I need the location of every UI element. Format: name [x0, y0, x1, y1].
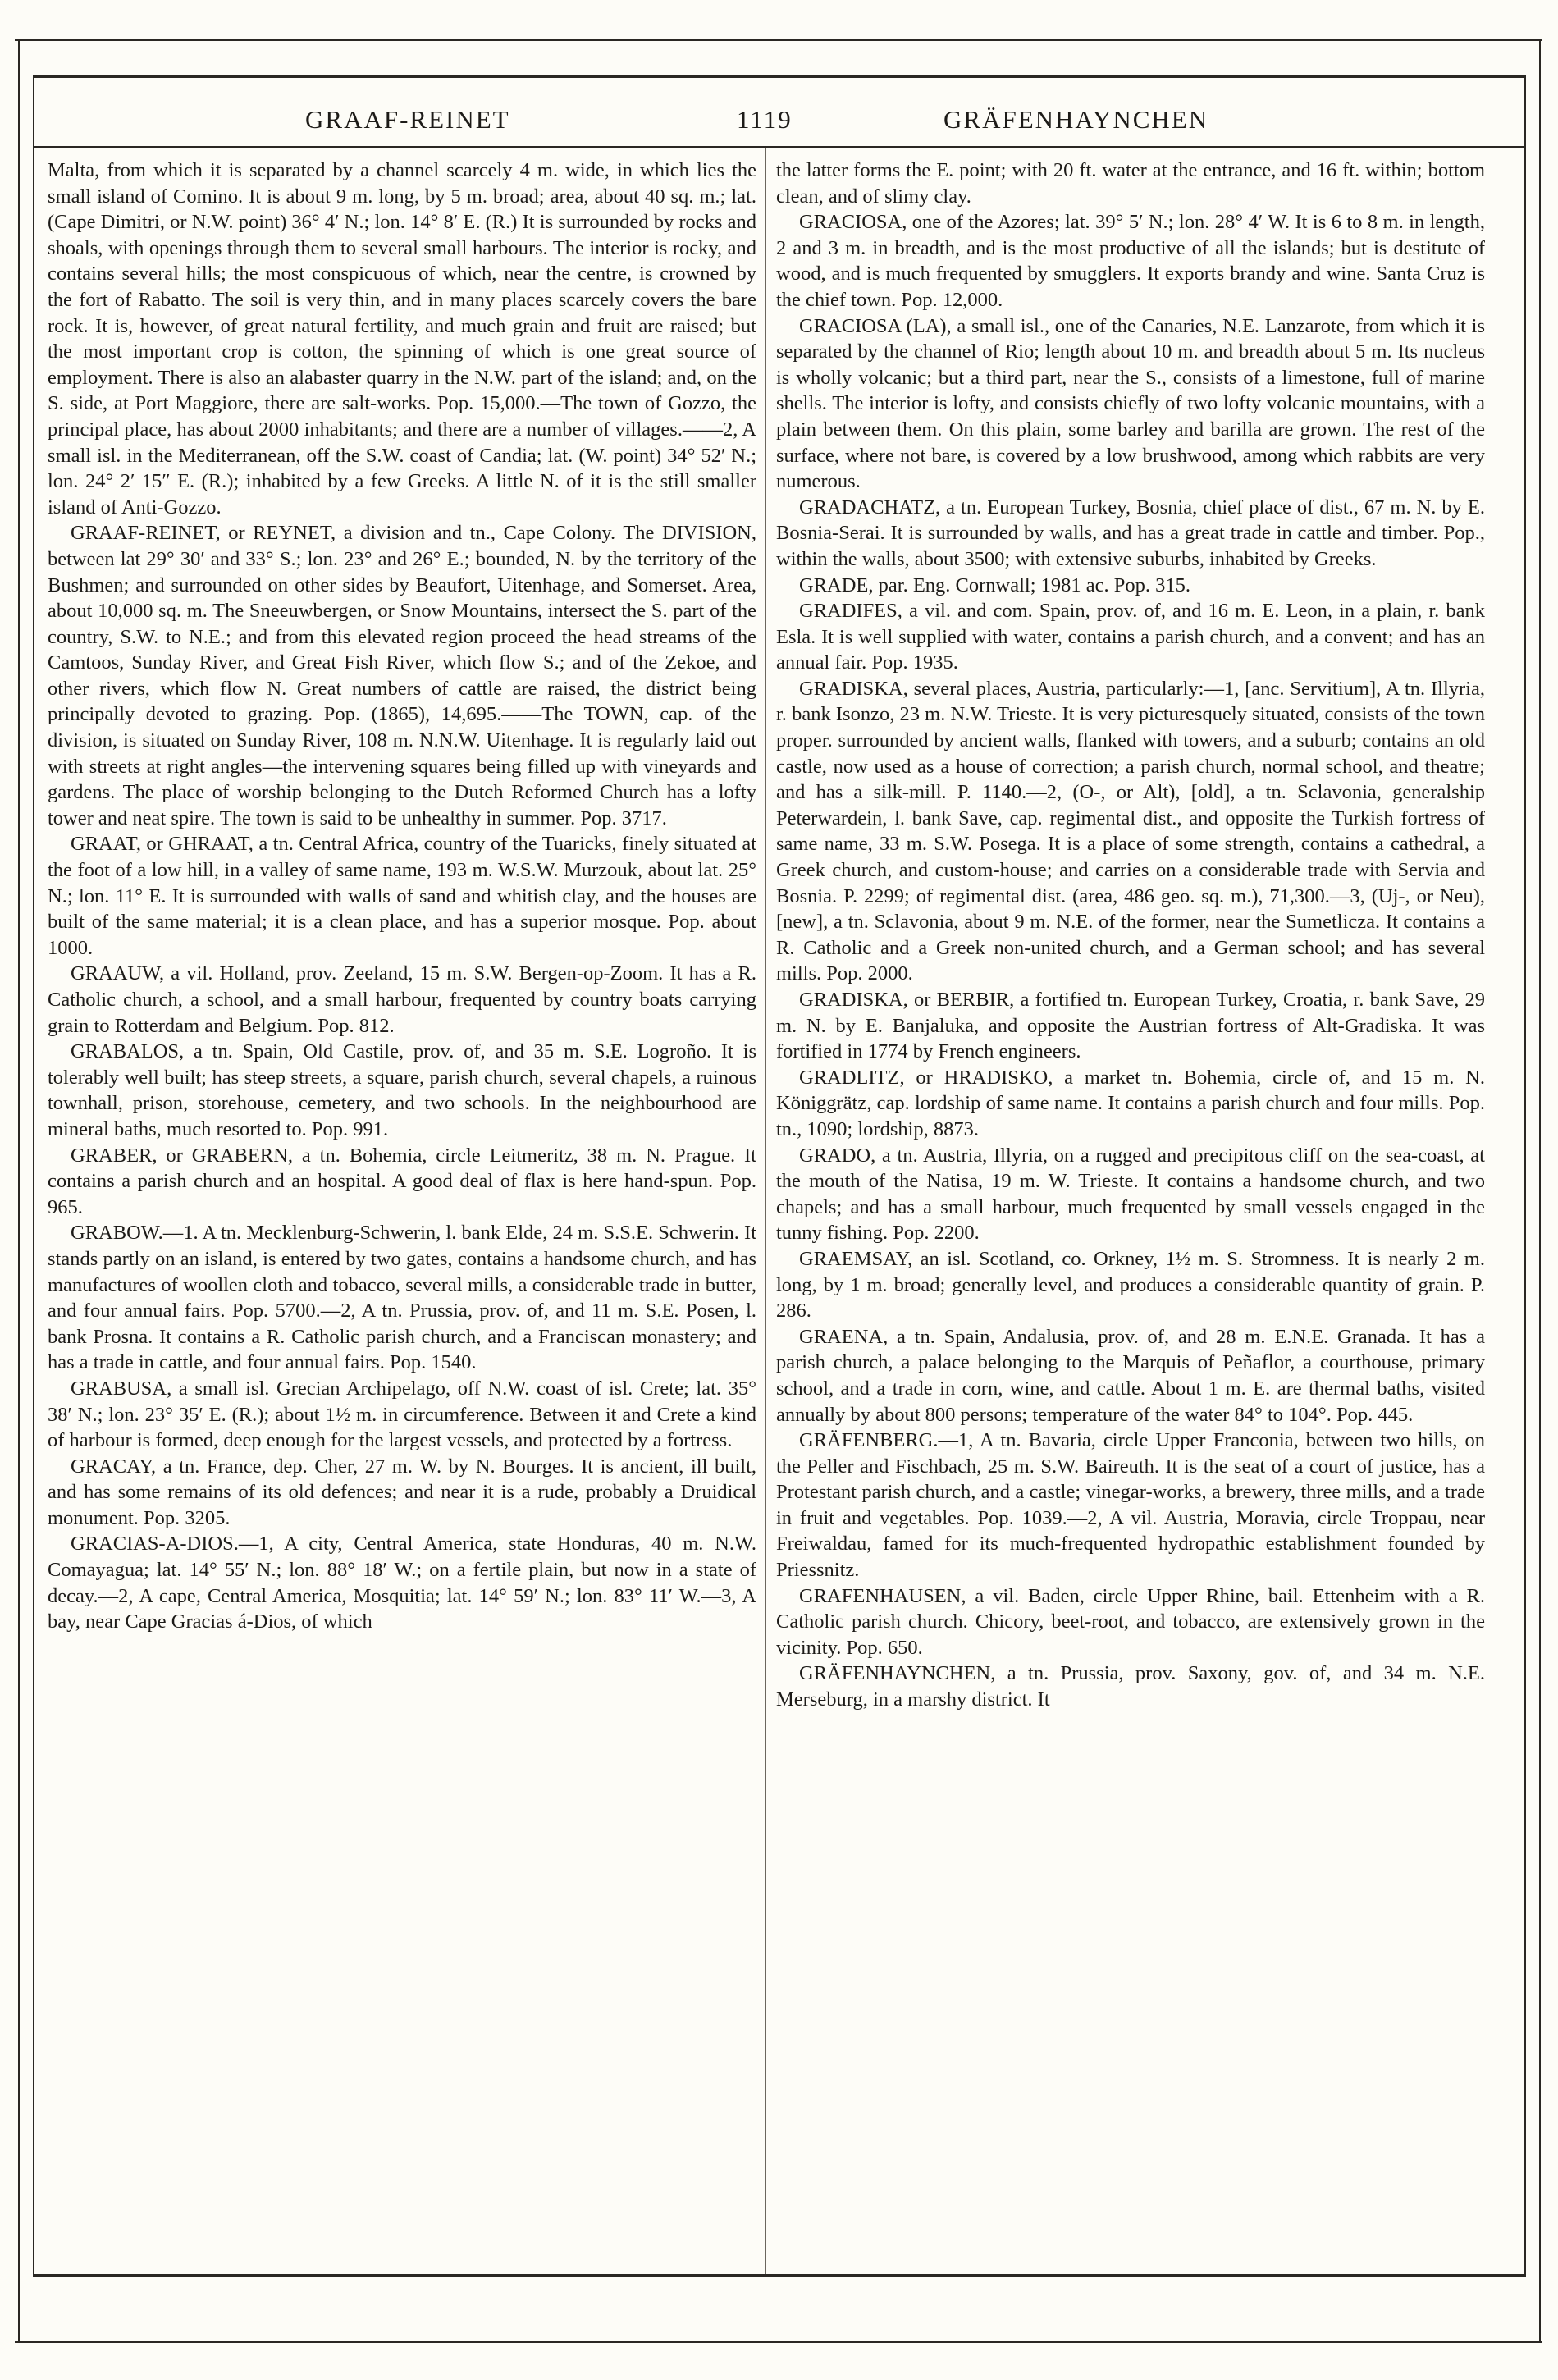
entry-paragraph: Malta, from which it is separated by a channel scarcely 4 m. wide, in which lies the small island of Comino. It is about 9 m. long, by 5 m. broad; area, about 40 sq. m.; lat. (Cape Dimitri, or N.W. point) 36° 4′ N.; lon. 14° 8′ E. (R.) It is surrounded by rocks and shoals, with openings through them to several small harbours. The interior is rocky, and contains several hills; the most conspicuous of which, near the centre, is crowned by the fort of Rabatto. The soil is very thin, and in many places scarcely covers the bare rock. It is, however, of great natural fertility, and much grain and fruit are raised; but the most important crop is cotton, the spinning of which is one great source of employment. There is also an alabaster quarry in the N.W. part of the island; and, on the S. side, at Port Maggiore, there are salt-works. Pop. 15,000.—The town of Gozzo, the principal place, has about 2000 inhabitants; and there are a number of villages.——2, A small isl. in the Mediterranean, off the S.W. coast of Candia; lat. (W. point) 34° 52′ N.; lon. 24° 2′ 15″ E. (R.); inhabited by a few Greeks. A little N. of it is the still smaller island of Anti-Gozzo.: [48, 159, 756, 518]
top-outer-rule: [15, 39, 1542, 41]
entry-paragraph: GRÄFENBERG.—1, A tn. Bavaria, circle Upper Franconia, between two hills, on the Peller and Fischbach, 25 m. S.W. Baireuth. It is the seat of a court of justice, has a Protestant parish church, and a castle; vinegar-works, a brewery, three mills, and a trade in fruit and vegetables. Pop. 1039.—2, A vil. Austria, Moravia, circle Troppau, near Freiwaldau, famed for its much-frequented hydropathic establishment founded by Priessnitz.: [776, 1429, 1485, 1582]
entry-paragraph: GRADISKA, several places, Austria, particularly:—1, [anc. Servitium], A tn. Illyria, r. bank Isonzo, 23 m. N.W. Trieste. It is very picturesquely situated, consists of the town proper. surrounded by ancient walls, flanked with towers, and a suburb; contains an old castle, now used as a house of correction; a parish church, normal school, and theatre; and has a silk-mill. P. 1140.—2, (O-, or Alt), [old], a tn. Sclavonia, generalship Peterwardein, l. bank Save, cap. regimental dist., and opposite the Turkish fortress of same name, 33 m. S.W. Posega. It is a place of some strength, contains a cathedral, a Greek church, and custom-house; and carries on a considerable trade with Servia and Bosnia. P. 2299; of regimental dist. (area, 486 geo. sq. m.), 71,300.—3, (Uj-, or Neu), [new], a tn. Sclavonia, about 9 m. N.E. of the former, near the Sumetlicza. It contains a R. Catholic and a Greek non-united church, and a German school; and has several mills. Pop. 2000.: [776, 677, 1485, 985]
top-inner-rule: [33, 75, 1526, 78]
entry-paragraph: GRADACHATZ, a tn. European Turkey, Bosnia, chief place of dist., 67 m. N. by E. Bosnia-Serai. It is surrounded by walls, and has a great trade in cattle and timber. Pop., within the walls, about 3500; with extensive suburbs, inhabited by Greeks.: [776, 496, 1485, 570]
bottom-inner-rule: [33, 2274, 1526, 2277]
right-outer-rule: [1539, 39, 1541, 2343]
right-text-column: [776, 158, 1485, 2266]
entry-paragraph: GRADISKA, or BERBIR, a fortified tn. European Turkey, Croatia, r. bank Save, 29 m. N. by E. Banjaluka, and opposite the Austrian fortress of Alt-Gradiska. It was fortified in 1774 by French engineers.: [776, 989, 1485, 1063]
entry-paragraph: GRAAF-REINET, or REYNET, a division and tn., Cape Colony. The DIVISION, between lat 29° 30′ and 33° S.; lon. 23° and 26° E.; bounded, N. by the territory of the Bushmen; and surrounded on other sides by Beaufort, Uitenhage, and Somerset. Area, about 10,000 sq. m. The Sneeuwbergen, or Snow Mountains, intersect the S. part of the country, S.W. to N.E.; and from this elevated region proceed the head streams of the Camtoos, Sunday River, and Great Fish River, which flow S.; and of the Zekoe, and other rivers, which flow N. Great numbers of cattle are raised, the district being principally devoted to grazing. Pop. (1865), 14,695.——The TOWN, cap. of the division, is situated on Sunday River, 108 m. N.N.W. Uitenhage. It is regularly laid out with streets at right angles—the intervening squares being filled up with vineyards and gardens. The place of worship belonging to the Dutch Reformed Church has a lofty tower and neat spire. The town is said to be unhealthy in summer. Pop. 3717.: [48, 522, 756, 829]
entry-paragraph: GRÄFENHAYNCHEN, a tn. Prussia, prov. Saxony, gov. of, and 34 m. N.E. Merseburg, in a marshy district. It: [776, 1662, 1485, 1711]
running-header: [0, 105, 1558, 138]
entry-paragraph: GRABALOS, a tn. Spain, Old Castile, prov. of, and 35 m. S.E. Logroño. It is tolerably well built; has steep streets, a square, parish church, several chapels, a ruinous townhall, prison, storehouse, cemetery, and two schools. In the neighbourhood are mineral baths, much resorted to. Pop. 991.: [48, 1040, 756, 1140]
header-right-guide-word: GRÄFENHAYNCHEN: [943, 105, 1209, 134]
right-inner-rule: [1524, 75, 1526, 2277]
left-inner-rule: [33, 75, 34, 2277]
bottom-outer-rule: [15, 2341, 1542, 2343]
left-text-column: [48, 158, 756, 2266]
entry-paragraph: GRADO, a tn. Austria, Illyria, on a rugged and precipitous cliff on the sea-coast, at the mouth of the Natisa, 19 m. W. Trieste. It contains a handsome church, and two chapels; and has a small harbour, much frequented by small vessels engaged in the tunny fishing. Pop. 2200.: [776, 1144, 1485, 1245]
entry-paragraph: GRACIOSA (LA), a small isl., one of the Canaries, N.E. Lanzarote, from which it is separated by the channel of Rio; length about 10 m. and breadth about 5 m. Its nucleus is wholly volcanic; but a third part, near the S., consists of a limestone, full of marine shells. The interior is lofty, and consists chiefly of two lofty volcanic mountains, with a plain between them. On this plain, some barley and barilla are grown. The rest of the surface, where not bare, is covered by a low brushwood, among which rabbits are very numerous.: [776, 314, 1485, 493]
header-left-guide-word: GRAAF-REINET: [305, 105, 510, 134]
entry-paragraph: GRADE, par. Eng. Cornwall; 1981 ac. Pop. 315.: [799, 573, 1191, 596]
entry-paragraph: GRACAY, a tn. France, dep. Cher, 27 m. W. by N. Bourges. It is ancient, ill built, and has some remains of its old defences; and near it is a rude, probably a Druidical monument. Pop. 3205.: [48, 1455, 756, 1529]
entry-paragraph: GRACIOSA, one of the Azores; lat. 39° 5′ N.; lon. 28° 4′ W. It is 6 to 8 m. in length, 2 and 3 m. in breadth, and is the most productive of all the islands; but is destitute of wood, and is much frequented by smugglers. It exports brandy and wine. Santa Cruz is the chief town. Pop. 12,000.: [776, 211, 1485, 311]
entry-paragraph: GRAEMSAY, an isl. Scotland, co. Orkney, 1½ m. S. Stromness. It is nearly 2 m. long, by 1 m. broad; generally level, and produces a considerable quantity of grain. P. 286.: [776, 1247, 1485, 1322]
header-underline-rule: [33, 146, 1526, 148]
entry-paragraph: GRADIFES, a vil. and com. Spain, prov. of, and 16 m. E. Leon, in a plain, r. bank Esla. It is well supplied with water, contains a parish church, and a convent; and has an annual fair. Pop. 1935.: [776, 600, 1485, 674]
entry-paragraph: GRABUSA, a small isl. Grecian Archipelago, off N.W. coast of isl. Crete; lat. 35° 38′ N.; lon. 23° 35′ E. (R.); about 1½ m. in circumference. Between it and Crete a kind of harbour is formed, deep enough for the largest vessels, and protected by a fortress.: [48, 1377, 756, 1452]
entry-paragraph: the latter forms the E. point; with 20 ft. water at the entrance, and 16 ft. within; bottom clean, and of slimy clay.: [776, 159, 1485, 208]
left-outer-rule: [18, 39, 20, 2343]
entry-paragraph: GRABER, or GRABERN, a tn. Bohemia, circle Leitmeritz, 38 m. N. Prague. It contains a parish church and an hospital. A good deal of flax is here hand-spun. Pop. 965.: [48, 1144, 756, 1218]
entry-paragraph: GRAENA, a tn. Spain, Andalusia, prov. of, and 28 m. E.N.E. Granada. It has a parish church, a palace belonging to the Marquis of Peñaflor, a courthouse, primary school, and a trade in corn, wine, and cattle. About 1 m. E. are thermal baths, visited annually by about 800 persons; temperature of the water 84° to 104°. Pop. 445.: [776, 1325, 1485, 1426]
entry-paragraph: GRADLITZ, or HRADISKO, a market tn. Bohemia, circle of, and 15 m. N. Königgrätz, cap. lordship of same name. It contains a parish church and four mills. Pop. tn., 1090; lordship, 8873.: [776, 1066, 1485, 1140]
page-number: 1119: [737, 105, 793, 134]
entry-paragraph: GRAAT, or GHRAAT, a tn. Central Africa, country of the Tuaricks, finely situated at the foot of a low hill, in a valley of same name, 193 m. W.S.W. Murzouk, about lat. 25° N.; lon. 11° E. It is surrounded with walls of sand and whitish clay, and the houses are built of the same material; it is a clean place, and has a superior mosque. Pop. about 1000.: [48, 833, 756, 959]
entry-paragraph: GRABOW.—1. A tn. Mecklenburg-Schwerin, l. bank Elde, 24 m. S.S.E. Schwerin. It stands partly on an island, is entered by two gates, contains a handsome church, and has manufactures of woollen cloth and tobacco, several mills, a considerable trade in butter, and four annual fairs. Pop. 5700.—2, A tn. Prussia, prov. of, and 11 m. S.E. Posen, l. bank Prosna. It contains a R. Catholic parish church, and a Franciscan monastery; and has a trade in cattle, and four annual fairs. Pop. 1540.: [48, 1222, 756, 1374]
entry-paragraph: GRAFENHAUSEN, a vil. Baden, circle Upper Rhine, bail. Ettenheim with a R. Catholic parish church. Chicory, beet-root, and tobacco, are extensively grown in the vicinity. Pop. 650.: [776, 1584, 1485, 1659]
column-divider: [765, 148, 766, 2274]
entry-paragraph: GRAAUW, a vil. Holland, prov. Zeeland, 15 m. S.W. Bergen-op-Zoom. It has a R. Catholic church, a school, and a small harbour, frequented by country boats carrying grain to Rotterdam and Belgium. Pop. 812.: [48, 962, 756, 1037]
entry-paragraph: GRACIAS-A-DIOS.—1, A city, Central America, state Honduras, 40 m. N.W. Comayagua; lat. 14° 55′ N.; lon. 88° 18′ W.; on a fertile plain, but now in a state of decay.—2, A cape, Central America, Mosquitia; lat. 14° 59′ N.; lon. 83° 11′ W.—3, A bay, near Cape Gracias á-Dios, of which: [48, 1533, 756, 1633]
